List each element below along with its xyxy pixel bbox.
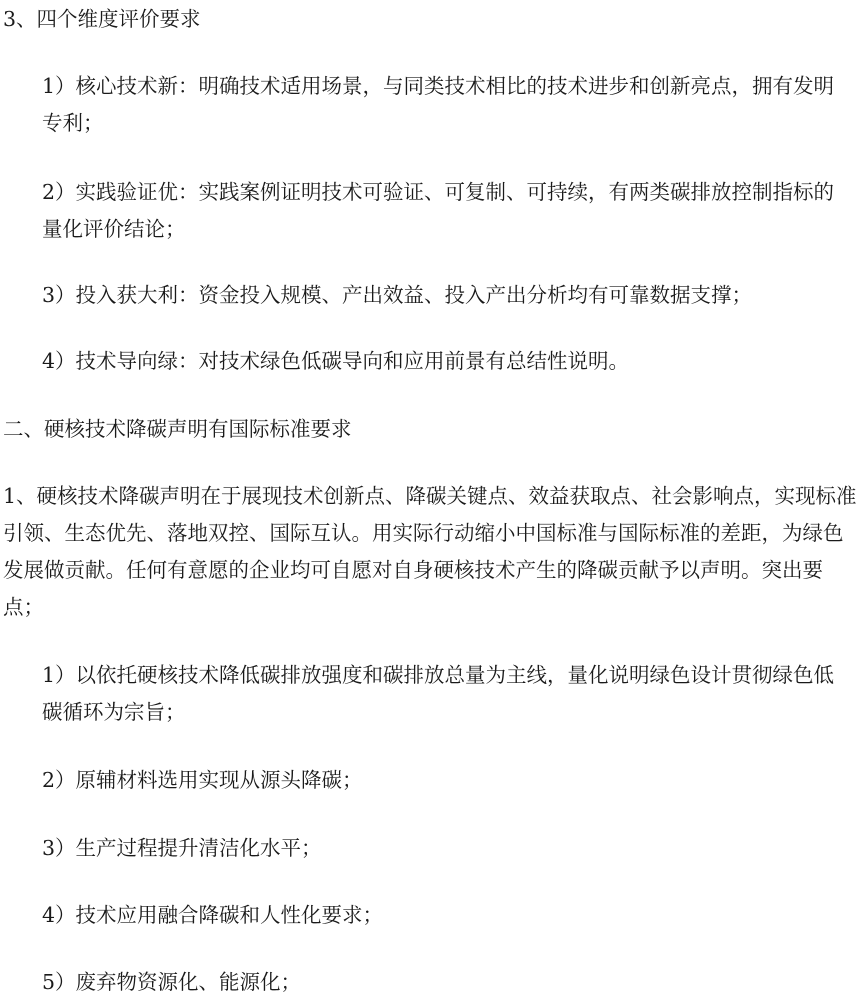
part-2-item-3: 3）生产过程提升清洁化水平； (42, 836, 322, 860)
section-3-item-1: 1）核心技术新：明确技术适用场景，与同类技术相比的技术进步和创新亮点，拥有发明专利； (42, 74, 835, 135)
part-2-item-2: 2）原辅材料选用实现从源头降碳； (42, 768, 363, 792)
part-2-paragraph-1: 1、硬核技术降碳声明在于展现技术创新点、降碳关键点、效益获取点、社会影响点，实现标准引领、生态优先、落地双控、国际互认。用实际行动缩小中国标准与国际标准的差距，为绿色发展做贡献。任何有意愿的企业均可自愿对自身硬核技术产生的降碳贡献予以声明。突出要点； (3, 484, 857, 619)
part-2-item-5: 5）废弃物资源化、能源化； (42, 970, 302, 994)
section-3-item-4: 4）技术导向绿：对技术绿色低碳导向和应用前景有总结性说明。 (42, 349, 630, 373)
section-3-item-3: 3）投入获大利：资金投入规模、产出效益、投入产出分析均有可靠数据支撑； (42, 283, 753, 307)
part-2-heading: 二、硬核技术降碳声明有国际标准要求 (3, 417, 352, 441)
part-2-item-1: 1）以依托硬核技术降低碳排放强度和碳排放总量为主线，量化说明绿色设计贯彻绿色低碳循环为宗旨； (42, 663, 835, 724)
section-3-heading: 3、四个维度评价要求 (3, 7, 201, 31)
section-3-item-2: 2）实践验证优：实践案例证明技术可验证、可复制、可持续，有两类碳排放控制指标的量化评价结论； (42, 180, 835, 241)
part-2-item-4: 4）技术应用融合降碳和人性化要求； (42, 903, 384, 927)
